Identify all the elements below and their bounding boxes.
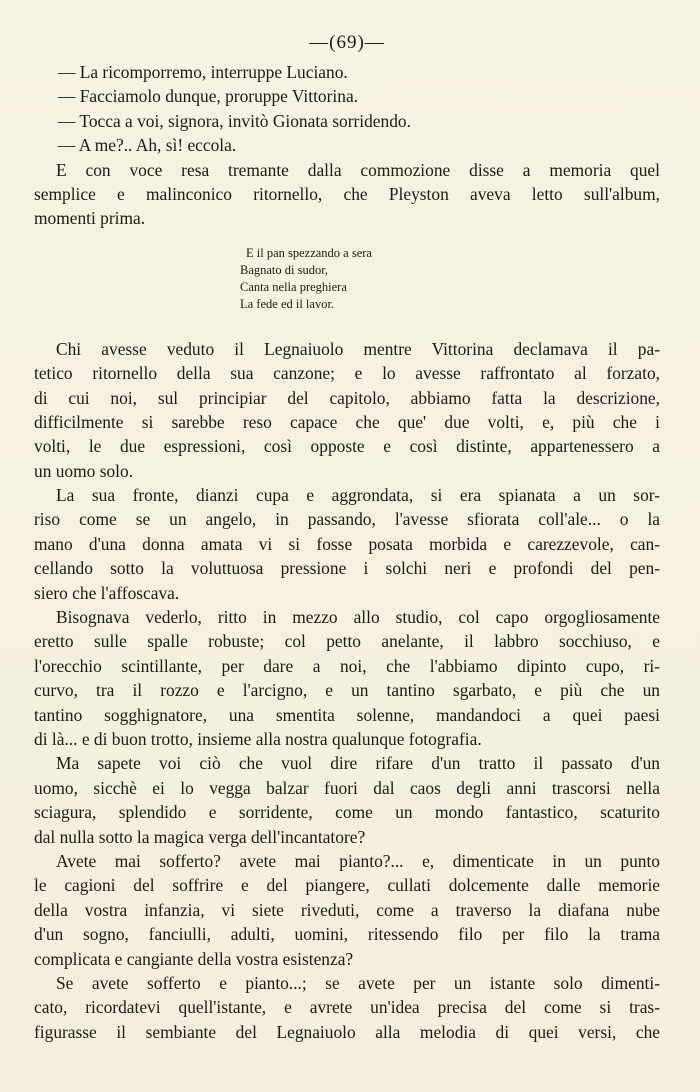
dialogue-line: — Tocca a voi, signora, invitò Gionata sorridendo. <box>58 110 411 131</box>
text-line: La sua fronte, dianzi cupa e aggrondata, si era spianata a un sor- <box>56 485 660 506</box>
verse-line: La fede ed il lavor. <box>240 296 335 311</box>
intro-paragraph <box>34 158 660 231</box>
text-line: di cui noi, sul principiar del capitolo, abbiamo fatta la descrizione, <box>34 387 660 408</box>
verse-line: Bagnato di sudor, <box>240 262 329 277</box>
paragraph <box>34 849 660 971</box>
text-line: l'orecchio scintillante, per dare a noi, che l'abbiamo dipinto cupo, ri- <box>34 655 660 676</box>
dialogue-line: — La ricomporremo, interruppe Luciano. <box>58 62 348 82</box>
text-line: semplice e malinconico ritornello, che Pleyston aveva letto sull'album, <box>34 183 660 204</box>
text-line: dal nulla sotto la magica verga dell'incantatore? <box>34 826 366 847</box>
text-line: Ma sapete voi ciò che vuol dire rifare d'un tratto il passato d'un <box>56 753 660 774</box>
text-line: Se avete sofferto e pianto...; se avete per un istante solo dimenti- <box>56 972 660 993</box>
text-line: Avete mai sofferto? avete mai pianto?... e, dimenticate in un punto <box>56 850 660 871</box>
text-line: complicata e cangiante della vostra esistenza? <box>34 948 354 969</box>
text-line: uomo, sicchè ei lo vegga balzar fuori dal caos degli anni trascorsi nella <box>34 777 660 798</box>
text-line: riso come se un angelo, in passando, l'avesse sfiorata coll'ale... o la <box>34 509 660 530</box>
verse-line: E il pan spezzando a sera <box>246 245 372 260</box>
text-line: Chi avesse veduto il Legnaiuolo mentre Vittorina declamava il pa- <box>56 338 660 359</box>
paragraph <box>34 971 660 1044</box>
paragraph <box>34 605 660 751</box>
text-line: di là... e di buon trotto, insieme alla nostra qualunque fotografia. <box>34 728 482 749</box>
text-line: tantino sogghignatore, una smentita solenne, mandandoci a quei paesi <box>34 704 660 725</box>
text-line: tetico ritornello della sua canzone; e lo avesse raffrontato al forzato, <box>34 363 660 384</box>
paragraph <box>34 483 660 605</box>
text-line: siero che l'affoscava. <box>34 582 180 603</box>
verse-line: Canta nella preghiera <box>240 279 347 294</box>
text-line: E con voce resa tremante dalla commozione disse a memoria quel <box>56 159 660 180</box>
text-line: eretto sulle spalle robuste; col petto anelante, il labbro socchiuso, e <box>34 631 660 652</box>
page-number: —(69)— <box>309 32 385 53</box>
text-line: cato, ricordatevi quell'istante, e avrete un'idea precisa del come si tras- <box>34 997 660 1018</box>
text-line: curvo, tra il rozzo e l'arcigno, e un tantino sgarbato, e più che un <box>34 680 660 701</box>
dialogue-block <box>34 60 660 158</box>
text-line: un uomo solo. <box>34 460 134 481</box>
text-line: mano d'una donna amata vi si fosse posata morbida e carezzevole, can- <box>34 533 660 554</box>
dialogue-line: — A me?.. Ah, sì! eccola. <box>58 135 237 156</box>
text-line: d'un sogno, fanciulli, adulti, uomini, ritessendo filo per filo la trama <box>34 924 660 945</box>
dialogue-line: — Facciamolo dunque, proruppe Vittorina. <box>58 86 359 107</box>
text-line: della vostra infanzia, vi siete riveduti, come a traverso la diafana nube <box>34 899 660 920</box>
text-line: le cagioni del soffrire e del piangere, cullati dolcemente dalle memorie <box>34 875 660 896</box>
text-line: Bisognava vederlo, ritto in mezzo allo studio, col capo orgogliosamente <box>56 607 660 628</box>
paragraph <box>34 751 660 849</box>
paragraph <box>34 337 660 483</box>
text-line: sciagura, splendido e sorridente, come un mondo fantastico, scaturito <box>34 802 660 823</box>
text-line: cellando sotto la voluttuosa pressione i solchi neri e profondi del pen- <box>34 558 660 579</box>
verse-quote <box>34 245 660 313</box>
text-line: difficilmente si sarebbe reso capace che que' due volti, e, più che i <box>34 411 660 432</box>
text-line: momenti prima. <box>34 208 146 229</box>
text-line: figurasse il sembiante del Legnaiuolo alla melodia di quei versi, che <box>34 1021 660 1042</box>
text-line: volti, le due espressioni, così opposte e così distinte, appartenessero a <box>34 436 660 457</box>
